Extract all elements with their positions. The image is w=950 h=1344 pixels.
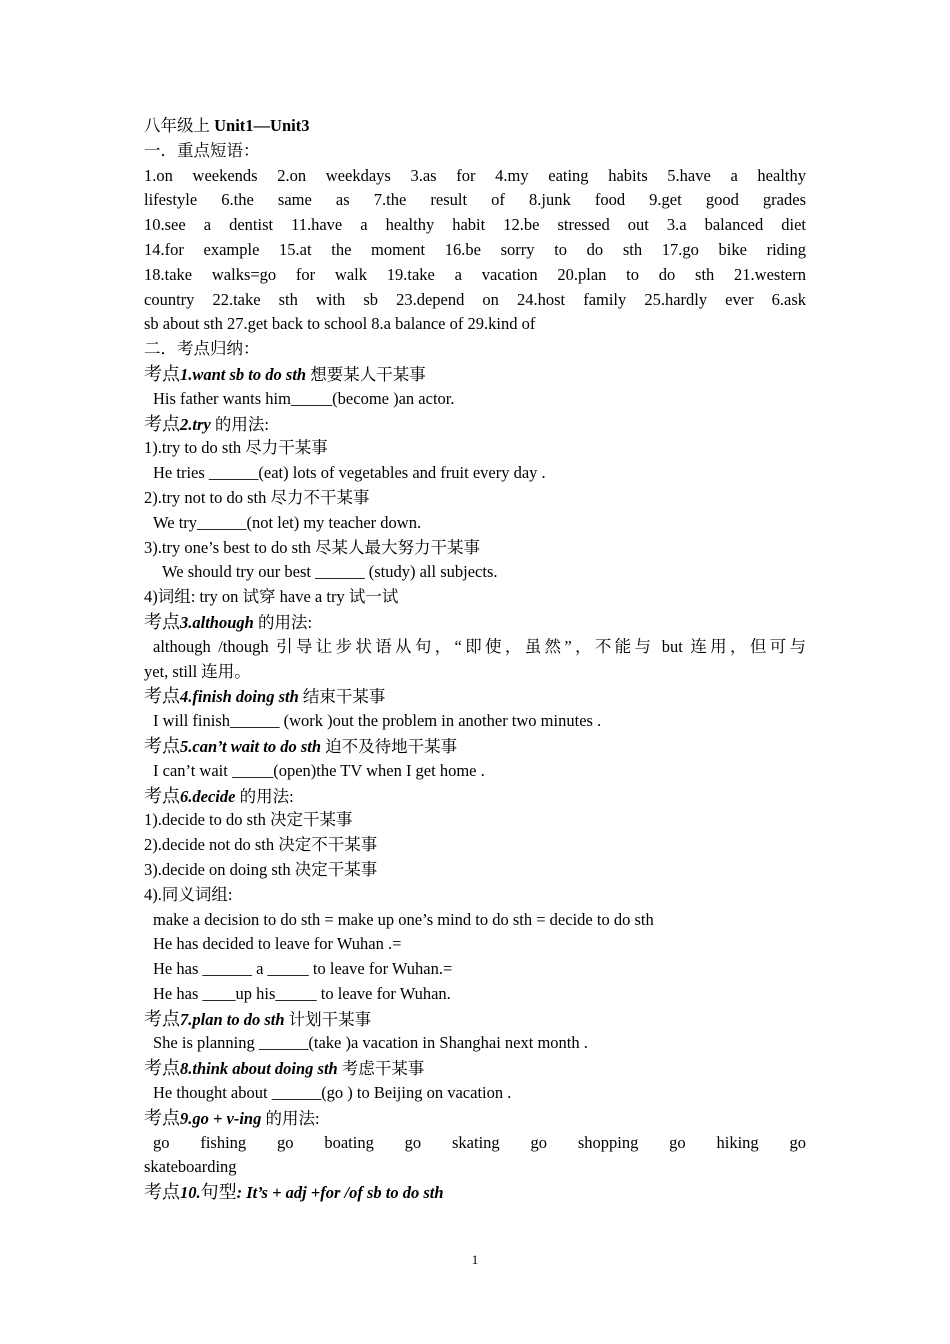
kaodian-label: 考点 xyxy=(144,1008,180,1029)
kaodian-phrase: 7.plan to do sth xyxy=(180,1009,285,1029)
kaodian-label: 考点 xyxy=(144,413,180,434)
usage-item: 4).同义词组: xyxy=(144,884,233,904)
kaodian-cn: 句型 xyxy=(200,1182,237,1203)
usage-item: 1).decide to do sth 决定干某事 xyxy=(144,810,353,830)
kaodian-phrase: 1.want sb to do sth xyxy=(180,364,307,384)
kaodian-phrase: 3.although xyxy=(180,612,254,632)
usage-item: 2).decide not do sth 决定不干某事 xyxy=(144,835,378,855)
example-sentence: make a decision to do sth = make up one’s mind to do sth = decide to do sth xyxy=(153,909,654,929)
explanation-line: although /though 引导让步状语从句，“即使，虽然”，不能与 but 连用，但可与 xyxy=(153,636,806,656)
example-sentence: He tries ______(eat) lots of vegetables and fruit every day . xyxy=(153,463,546,483)
kaodian-10-heading xyxy=(144,1180,806,1205)
kaodian-5-heading xyxy=(144,734,806,759)
kaodian-label: 考点 xyxy=(144,1058,180,1079)
page-content xyxy=(144,114,806,1205)
kaodian-phrase: 6.decide xyxy=(180,786,236,806)
title-cn: 八年级上 xyxy=(144,116,210,135)
kaodian-meaning: 迫不及待地干某事 xyxy=(325,736,458,756)
usage-item: 3).decide on doing sth 决定干某事 xyxy=(144,859,378,879)
example-sentence: I can’t wait _____(open)the TV when I get home . xyxy=(153,760,485,780)
usage-item: 4)词组: try on 试穿 have a try 试一试 xyxy=(144,587,399,607)
kaodian-phrase: 5.can’t wait to do sth xyxy=(180,736,322,756)
example-sentence: He has ____up his_____ to leave for Wuhan. xyxy=(153,983,451,1003)
kaodian-meaning: 考虑干某事 xyxy=(341,1059,425,1079)
kaodian-4-heading xyxy=(144,684,806,709)
kaodian-suffix: 的用法: xyxy=(257,612,313,632)
kaodian-7-heading xyxy=(144,1007,806,1032)
kaodian-2-heading xyxy=(144,412,806,437)
example-sentence: I will finish______ (work )out the problem in another two minutes . xyxy=(153,711,602,731)
example-sentence: He has decided to leave for Wuhan .= xyxy=(153,934,402,954)
kaodian-suffix: 的用法: xyxy=(265,1108,320,1128)
example-sentence: He has ______ a _____ to leave for Wuhan.= xyxy=(153,959,453,979)
kaodian-phrase: 4.finish doing sth xyxy=(180,687,299,707)
page-title xyxy=(144,114,806,139)
phrase-line: country 22.take sth with sb 23.depend on 24.host family 25.hardly ever 6.ask xyxy=(144,289,806,309)
kaodian-meaning: 想要某人干某事 xyxy=(310,364,426,384)
explanation-line: yet, still 连用。 xyxy=(144,661,251,681)
phrase-line: 18.take walks=go for walk 19.take a vacation 20.plan to do sth 21.western xyxy=(144,264,806,284)
page-number: 1 xyxy=(471,1252,479,1267)
kaodian-1-heading xyxy=(144,362,806,387)
example-sentence: We try______(not let) my teacher down. xyxy=(153,512,422,532)
usage-item: 1).try to do sth 尽力干某事 xyxy=(144,438,328,458)
example-sentence: His father wants him_____(become )an actor. xyxy=(153,388,455,408)
kaodian-number: 10. xyxy=(180,1183,201,1203)
section1-heading: 一．重点短语： xyxy=(144,140,260,160)
kaodian-phrase: 2.try xyxy=(180,414,211,434)
kaodian-label: 考点 xyxy=(144,686,180,707)
kaodian-suffix: 的用法: xyxy=(239,786,294,806)
kaodian-8-heading xyxy=(144,1056,806,1081)
kaodian-phrase: 8.think about doing sth xyxy=(180,1059,338,1079)
kaodian-label: 考点 xyxy=(144,785,180,806)
example-sentence: She is planning ______(take )a vacation in Shanghai next month . xyxy=(153,1033,588,1053)
phrase-line: sb about sth 27.get back to school 8.a balance of 29.kind of xyxy=(144,314,536,334)
kaodian-label: 考点 xyxy=(144,735,180,756)
activity-list: skateboarding xyxy=(144,1157,237,1177)
kaodian-label: 考点 xyxy=(144,611,180,632)
kaodian-label: 考点 xyxy=(144,1107,180,1128)
phrase-line: 1.on weekends 2.on weekdays 3.as for 4.my eating habits 5.have a healthy xyxy=(144,165,806,185)
kaodian-6-heading xyxy=(144,784,806,809)
section2-heading: 二．考点归纳： xyxy=(144,339,260,359)
kaodian-phrase: 9.go + v-ing xyxy=(180,1108,262,1128)
kaodian-3-heading xyxy=(144,610,806,635)
phrase-line: lifestyle 6.the same as 7.the result of 8.junk food 9.get good grades xyxy=(144,190,806,210)
phrase-line: 10.see a dentist 11.have a healthy habit 12.be stressed out 3.a balanced diet xyxy=(144,215,806,235)
example-sentence: He thought about ______(go ) to Beijing on vacation . xyxy=(153,1083,512,1103)
activity-list: go fishing go boating go skating go shopping go hiking go xyxy=(153,1132,806,1152)
kaodian-suffix: 的用法: xyxy=(214,414,269,434)
kaodian-label: 考点 xyxy=(144,363,180,384)
kaodian-meaning: 结束干某事 xyxy=(302,687,386,707)
kaodian-meaning: 计划干某事 xyxy=(288,1009,372,1029)
title-units: Unit1—Unit3 xyxy=(214,116,310,135)
kaodian-pattern: : It’s + adj +for /of sb to do sth xyxy=(236,1183,444,1203)
example-sentence: We should try our best ______ (study) all subjects. xyxy=(162,562,498,582)
phrase-line: 14.for example 15.at the moment 16.be sorry to do sth 17.go bike riding xyxy=(144,239,806,259)
kaodian-label: 考点 xyxy=(144,1182,180,1203)
usage-item: 3).try one’s best to do sth 尽某人最大努力干某事 xyxy=(144,537,480,557)
usage-item: 2).try not to do sth 尽力不干某事 xyxy=(144,487,370,507)
kaodian-9-heading xyxy=(144,1106,806,1131)
